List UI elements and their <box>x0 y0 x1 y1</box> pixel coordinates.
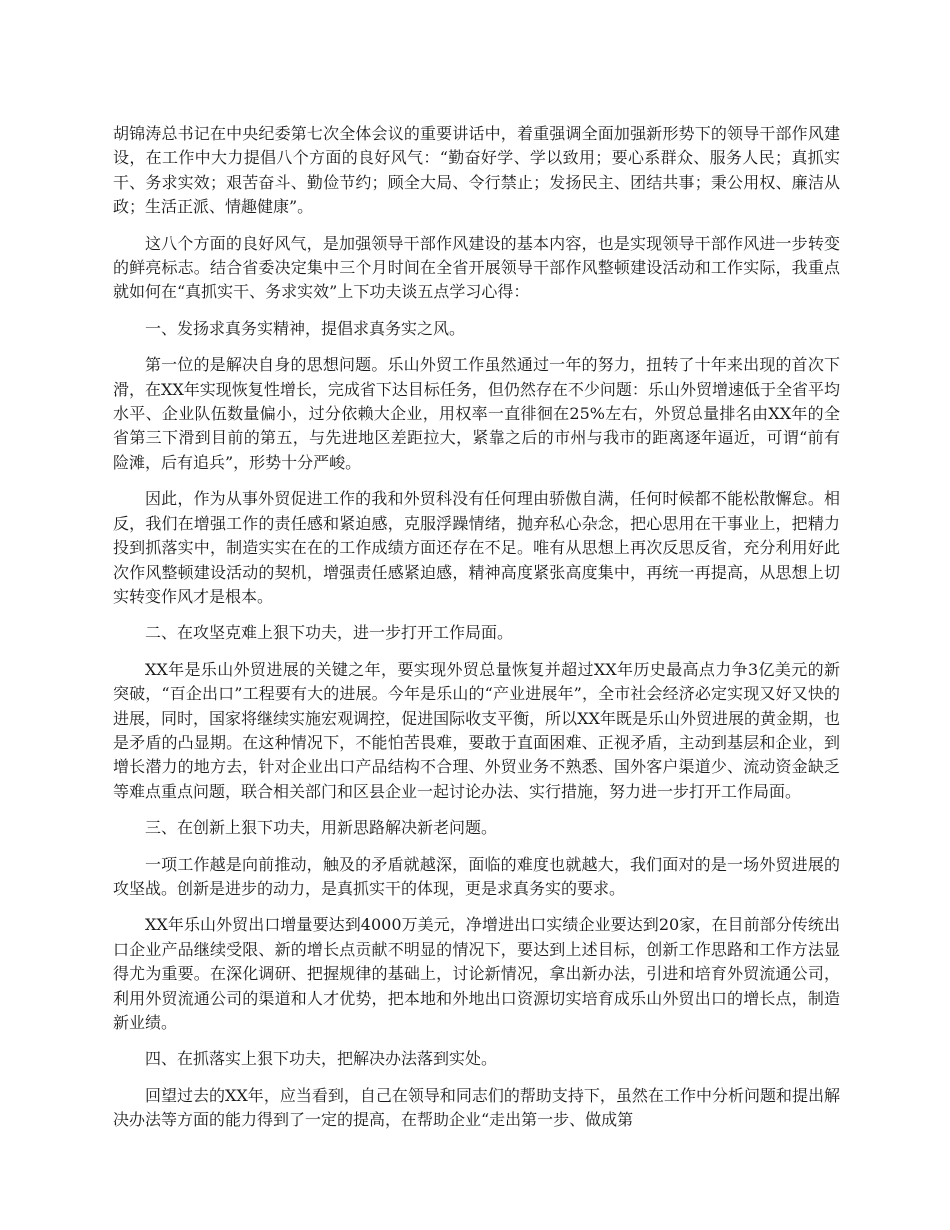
paragraph: XX年乐山外贸出口增量要达到4000万美元，净增进出口实绩企业要达到20家，在目前部分传统出口企业产品继续受限、新的增长点贡献不明显的情况下，要达到上述目标，创新工作思路和工作方法显得尤为重要。在深化调研、把握规律的基础上，讨论新情况，拿出新办法，引进和培育外贸流通公司，利用外贸流通公司的渠道和人才优势，把本地和外地出口资源切实培育成乐山外贸出口的增长点，制造新业绩。 <box>113 915 840 1032</box>
document-body <box>113 122 840 1145</box>
section-heading-4: 四、在抓落实上狠下功夫，把解决办法落到实处。 <box>145 1049 498 1069</box>
section-heading-3: 三、在创新上狠下功夫，用新思路解决新老问题。 <box>145 818 498 838</box>
section-heading-1: 一、发扬求真务实精神，提倡求真务实之风。 <box>145 318 466 338</box>
paragraph: XX年是乐山外贸进展的关键之年，要实现外贸总量恢复并超过XX年历史最高点力争3亿美元的新突破，“百企出口”工程要有大的进展。今年是乐山的“产业进展年”，全市社会经济必定实现又好又快的进展，同时，国家将继续实施宏观调控，促进国际收支平衡，所以XX年既是乐山外贸进展的黄金期，也是矛盾的凸显期。在这种情况下，不能怕苦畏难，要敢于直面困难、正视矛盾，主动到基层和企业，到增长潜力的地方去，针对企业出口产品结构不合理、外贸业务不熟悉、国外客户渠道少、流动资金缺乏等难点重点问题，联合相关部门和区县企业一起讨论办法、实行措施，努力进一步打开工作局面。 <box>113 659 840 801</box>
paragraph-overview: 这八个方面的良好风气，是加强领导干部作风建设的基本内容，也是实现领导干部作风进一步转变的鲜亮标志。结合省委决定集中三个月时间在全省开展领导干部作风整顿建设活动和工作实际，我重点就如何在“真抓实干、务求实效”上下功夫谈五点学习心得： <box>113 233 840 302</box>
section-heading-2: 二、在攻坚克难上狠下功夫，进一步打开工作局面。 <box>145 623 514 643</box>
paragraph-intro: 胡锦涛总书记在中央纪委第七次全体会议的重要讲话中，着重强调全面加强新形势下的领导干部作风建设，在工作中大力提倡八个方面的良好风气：“勤奋好学、学以致用；要心系群众、服务人民；真抓实干、务求实效；艰苦奋斗、勤俭节约；顾全大局、令行禁止；发扬民主、团结共事；秉公用权、廉洁从政；生活正派、情趣健康”。 <box>113 124 840 217</box>
paragraph: 一项工作越是向前推动，触及的矛盾就越深，面临的难度也就越大，我们面对的是一场外贸进展的攻坚战。创新是进步的动力，是真抓实干的体现，更是求真务实的要求。 <box>113 854 840 898</box>
paragraph: 第一位的是解决自身的思想问题。乐山外贸工作虽然通过一年的努力，扭转了十年来出现的首次下滑，在XX年实现恢复性增长，完成省下达目标任务，但仍然存在不少问题：乐山外贸增速低于全省平均水平、企业队伍数量偏小，过分依赖大企业，用权率一直徘徊在25%左右，外贸总量排名由XX年的全省第三下滑到目前的第五，与先进地区差距拉大，紧靠之后的市州与我市的距离逐年逼近，可谓“前有险滩，后有追兵”，形势十分严峻。 <box>113 355 840 472</box>
paragraph: 因此，作为从事外贸促进工作的我和外贸科没有任何理由骄傲自满，任何时候都不能松散懈怠。相反，我们在增强工作的责任感和紧迫感，克服浮躁情绪，抛弃私心杂念，把心思用在干事业上，把精力投到抓落实中，制造实实在在的工作成绩方面还存在不足。唯有从思想上再次反思反省，充分利用好此次作风整顿建设活动的契机，增强责任感紧迫感，精神高度紧张高度集中，再统一再提高，从思想上切实转变作风才是根本。 <box>113 489 840 606</box>
paragraph: 回望过去的XX年，应当看到，自己在领导和同志们的帮助支持下，虽然在工作中分析问题和提出解决办法等方面的能力得到了一定的提高，在帮助企业“走出第一步、做成第 <box>113 1085 840 1130</box>
